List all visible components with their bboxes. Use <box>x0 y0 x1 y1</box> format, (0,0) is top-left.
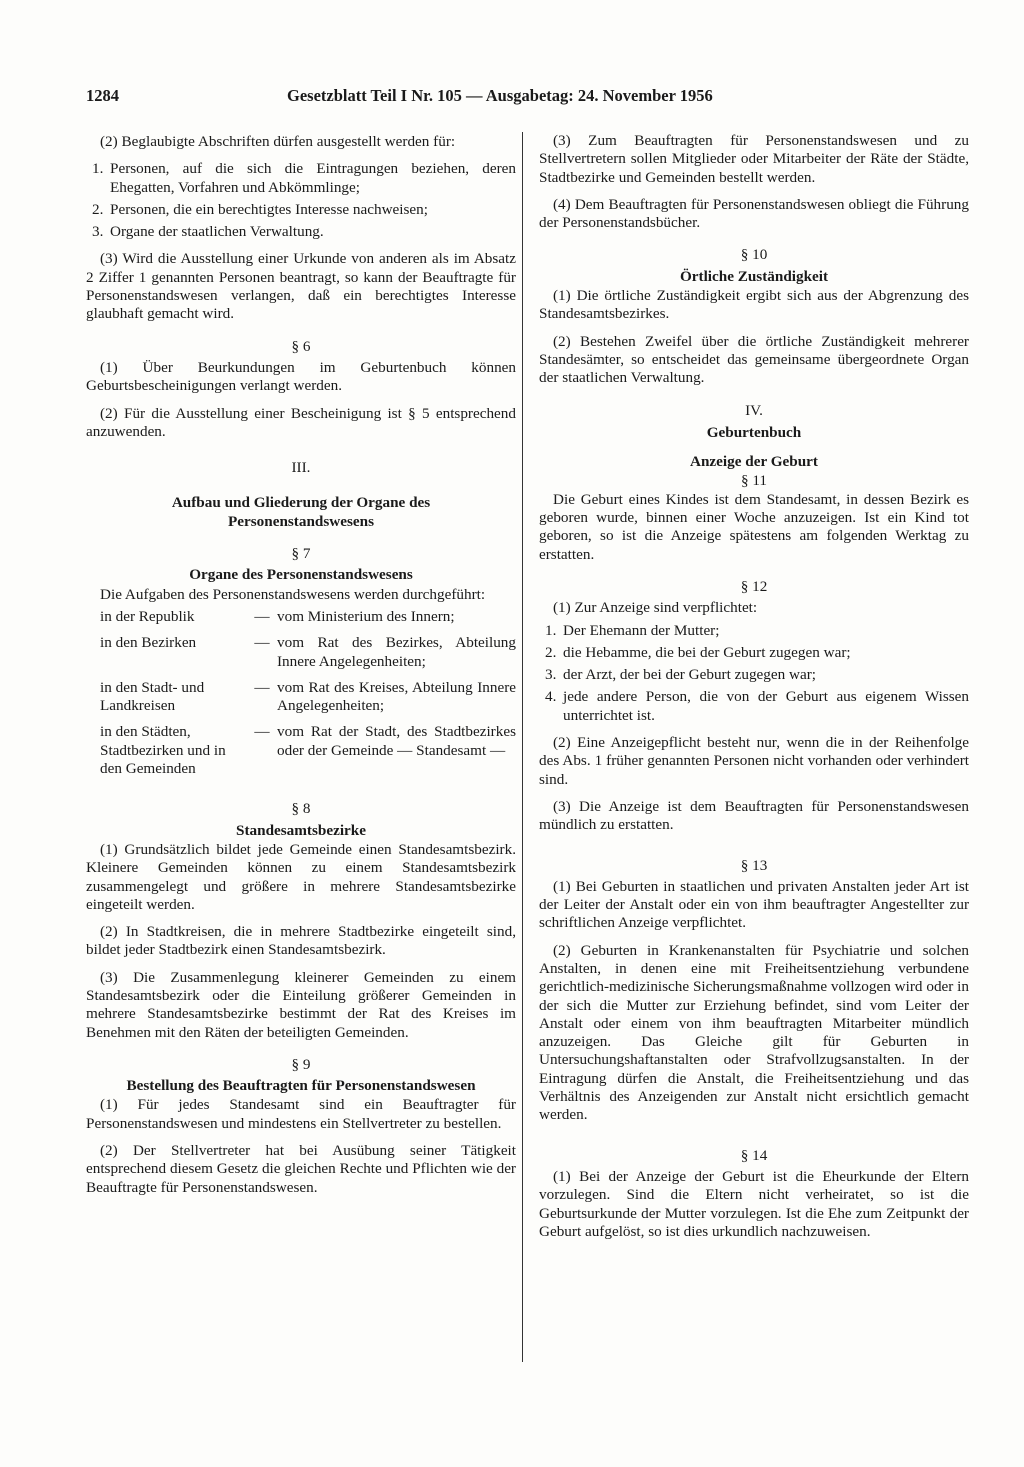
paragraph-10-2: (2) Bestehen Zweifel über die örtliche Zuständigkeit mehrerer Standesämter, so entscheidet das gemeinsame übergeordnete Organ der staatlichen Verwaltung. <box>539 332 969 387</box>
list-item: 3. Organe der staatlichen Verwaltung. <box>92 223 324 241</box>
paragraph-8-1: (1) Grundsätzlich bildet jede Gemeinde einen Standesamtsbezirk. Kleinere Gemeinden können zu einem Standesamtsbezirk zusammengelegt und größere in mehrere Standesamtsbezirke eingeteilt werden. <box>86 840 516 913</box>
paragraph-8-3: (3) Die Zusammenlegung kleinerer Gemeinden zu einem Standesamtsbezirk oder die Einteilung größerer Gemeinden in mehrere Standesamtsbezirke bestimmt der Rat des Kreises im Benehmen mit den Räten der beteiligten Gemeinden. <box>86 968 516 1041</box>
paragraph-6-2: (2) Für die Ausstellung einer Bescheinigung ist § 5 entsprechend anzuwenden. <box>86 404 516 440</box>
paragraph-9-1: (1) Für jedes Standesamt sind ein Beauftragter für Personenstandswesen und mindestens ein Stellvertreter zu bestellen. <box>86 1096 516 1132</box>
organ-table <box>86 608 516 786</box>
left-column <box>86 133 516 1206</box>
paragraph-12-1-intro: (1) Zur Anzeige sind verpflichtet: <box>553 599 758 617</box>
paragraph-6-1: (1) Über Beurkundungen im Geburtenbuch können Geburtsbescheinigungen verlangt werden. <box>86 358 516 395</box>
list-item: 4. jede andere Person, die von der Geburt aus eigenem Wissen unterrichtet ist. <box>545 688 969 724</box>
paragraph-7-intro: Die Aufgaben des Personenstandswesens werden durchgeführt: <box>100 585 486 603</box>
gazette-title: Gesetzblatt Teil I Nr. 105 — Ausgabetag: 24. November 1956 <box>287 86 713 105</box>
paragraph-14-1: (1) Bei der Anzeige der Geburt ist die Eheurkunde der Eltern vorzulegen. Sind die Eltern nicht verheiratet, so ist die Geburtsurkunde der Mutter vorzulegen. Ist die Ehe zum Zeitpunkt der Geburt aufgelöst, so ist dies urkundlich nachzuweisen. <box>539 1167 969 1240</box>
section-14-heading: § 14 <box>740 1146 768 1164</box>
section-9-heading: § 9 <box>291 1055 311 1073</box>
paragraph-10-1: (1) Die örtliche Zuständigkeit ergibt sich aus der Abgrenzung des Standesamtsbezirkes. <box>539 287 969 323</box>
list-item: 2. Personen, die ein berechtigtes Interesse nachweisen; <box>92 200 428 218</box>
part-3-title: Aufbau und Gliederung der Organe des Personenstandswesens <box>171 494 431 530</box>
section-12-heading: § 12 <box>740 577 768 595</box>
section-7-title: Organe des Personenstandswesens <box>189 566 413 584</box>
list-item: 2. die Hebamme, die bei der Geburt zugegen war; <box>545 643 851 661</box>
list-12-1 <box>539 622 969 725</box>
part-4-subtitle: Anzeige der Geburt <box>690 453 818 471</box>
paragraph-5-2-intro: (2) Beglaubigte Abschriften dürfen ausgestellt werden für: <box>100 133 456 150</box>
right-column <box>539 132 969 1250</box>
paragraph-13-1: (1) Bei Geburten in staatlichen und privaten Anstalten jeder Art ist der Leiter der Anstalt oder ein von ihm beauftragter Angestellter zur schriftlichen Anzeige verpflichtet. <box>539 877 969 932</box>
list-item: 3. der Arzt, der bei der Geburt zugegen war; <box>545 666 817 684</box>
table-row: in den Städten, Stadtbezirken und in den Gemeinden — vom Rat der Stadt, des Stadtbezirkes oder der Gemeinde — Standesamt — <box>100 723 516 778</box>
part-4-roman: IV. <box>745 401 763 419</box>
list-item: 1. Personen, auf die sich die Eintragungen beziehen, deren Ehegatten, Vorfahren und Abkömmlinge; <box>92 160 516 196</box>
list-5-2 <box>86 160 516 241</box>
paragraph-11: Die Geburt eines Kindes ist dem Standesamt, in dessen Bezirk es geboren wurde, binnen einer Woche anzuzeigen. Ist ein Kind tot geboren, so ist die Anzeige spätestens am folgenden Werktag zu erstatten. <box>539 490 969 563</box>
section-9-title: Bestellung des Beauftragten für Personenstandswesen <box>126 1077 476 1095</box>
section-8-heading: § 8 <box>291 800 311 818</box>
part-3-roman: III. <box>291 459 311 477</box>
table-row: in den Stadt- und Landkreisen — vom Rat des Kreises, Abteilung Innere Angelegenheiten; <box>100 678 516 715</box>
paragraph-12-3: (3) Die Anzeige ist dem Beauftragten für Personenstandswesen mündlich zu erstatten. <box>539 797 969 834</box>
paragraph-5-3: (3) Wird die Ausstellung einer Urkunde von anderen als im Absatz 2 Ziffer 1 genannten Personen beantragt, so kann der Beauftragte für Personenstandswesen verlangen, daß ein berechtigtes Interesse glaubhaft gemacht wird. <box>86 250 516 323</box>
section-11-heading: § 11 <box>740 472 767 490</box>
column-divider <box>522 132 523 1362</box>
paragraph-12-2: (2) Eine Anzeigepflicht besteht nur, wenn die in der Reihenfolge des Abs. 1 früher genannten Personen nicht vorhanden oder verhindert sind. <box>539 734 969 788</box>
section-10-title: Örtliche Zuständigkeit <box>679 267 829 285</box>
table-row: in den Bezirken — vom Rat des Bezirkes, Abteilung Innere Angelegenheiten; <box>100 634 516 670</box>
list-item: 1. Der Ehemann der Mutter; <box>545 621 720 639</box>
part-4-title: Geburtenbuch <box>706 423 802 441</box>
table-row: in der Republik — vom Ministerium des Innern; <box>100 607 455 625</box>
section-7-heading: § 7 <box>291 545 311 563</box>
section-6-heading: § 6 <box>291 337 311 355</box>
paragraph-13-2: (2) Geburten in Krankenanstalten für Psychiatrie und solchen Anstalten, in denen eine mit Freiheitsentziehung verbundene gerichtlich-medizinische Sicherungsmaßnahme vollzogen wird oder in der sich die Mutter zur Erziehung befindet, sind vom Leiter der Anstalt oder einem von ihm beauftragten Mitarbeiter mündlich anzuzeigen. Das Gleiche gilt für Geburten in Untersuchungshaftanstalten oder Strafvollzugsanstalten. In der Eintragung dürfen die Anstalt, die Freiheitsentziehung und das Verhältnis des Anzeigenden zur Anstalt nicht ersichtlich gemacht werden. <box>539 941 969 1124</box>
paragraph-8-2: (2) In Stadtkreisen, die in mehrere Stadtbezirke eingeteilt sind, bildet jeder Stadtbezirk einen Standesamtsbezirk. <box>86 923 516 959</box>
section-13-heading: § 13 <box>740 856 768 874</box>
section-8-title: Standesamtsbezirke <box>236 821 366 839</box>
page-number: 1284 <box>86 86 119 105</box>
paragraph-9-2: (2) Der Stellvertreter hat bei Ausübung seiner Tätigkeit entsprechend diesem Gesetz die gleichen Rechte und Pflichten wie der Beauftragte für Personenstandswesen. <box>86 1142 516 1196</box>
section-10-heading: § 10 <box>740 246 768 264</box>
paragraph-9-4: (4) Dem Beauftragten für Personenstandswesen obliegt die Führung der Personenstandsbücher. <box>539 195 969 232</box>
paragraph-9-3: (3) Zum Beauftragten für Personenstandswesen und zu Stellvertretern sollen Mitglieder oder Mitarbeiter der Räte der Städte, Stadtbezirke und Gemeinden bestellt werden. <box>539 132 969 186</box>
